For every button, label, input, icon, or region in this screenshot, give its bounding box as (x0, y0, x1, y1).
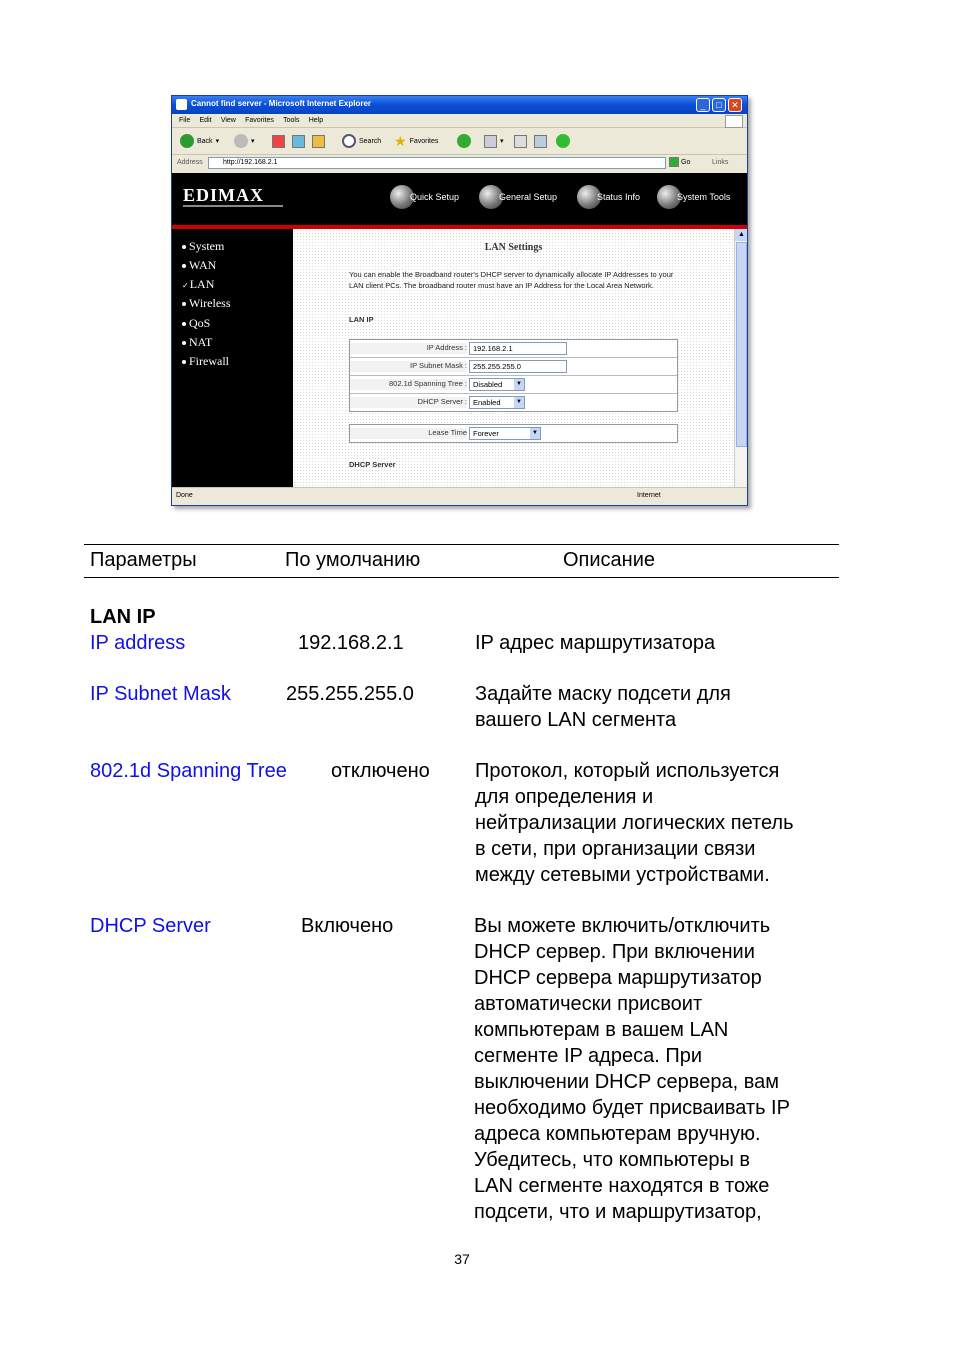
param-default: 192.168.2.1 (298, 632, 404, 654)
router-content (293, 229, 734, 487)
column-header-params: Параметры (90, 549, 197, 571)
param-default: 255.255.255.0 (286, 683, 414, 705)
sidebar-item-wan[interactable] (182, 258, 216, 273)
spanning-tree-select[interactable] (469, 378, 525, 391)
nav-quick-setup-label: Quick Setup (410, 192, 460, 202)
sidebar-item-qos[interactable] (182, 316, 210, 331)
subnet-mask-input[interactable]: 255.255.255.0 (469, 360, 567, 373)
lease-time-row (350, 425, 677, 442)
lease-time-select[interactable] (469, 427, 541, 440)
bullet-icon (182, 302, 186, 306)
forward-arrow-icon (234, 134, 248, 148)
ip-address-row (350, 340, 677, 358)
ip-address-input[interactable]: 192.168.2.1 (469, 342, 567, 355)
param-description (475, 758, 794, 888)
status-done: Done (176, 492, 193, 499)
messenger-icon (556, 134, 570, 148)
back-button[interactable]: Back ▾ (180, 133, 219, 149)
search-label: Search (359, 137, 382, 145)
address-bar (172, 155, 747, 172)
description-line: необходимо будет присваивать IP (474, 1097, 790, 1119)
history-icon (457, 134, 471, 148)
sidebar-item-label: Wireless (189, 296, 231, 310)
nav-general-setup-label: General Setup (499, 192, 558, 202)
param-name: DHCP Server (90, 915, 211, 937)
spanning-tree-value: Disabled (473, 380, 503, 389)
ie-icon (176, 99, 187, 110)
description-line: вашего LAN сегмента (475, 709, 677, 731)
table-top-rule (84, 544, 839, 545)
description-line: компьютерам в вашем LAN (474, 1019, 729, 1041)
check-icon: ✓ (182, 281, 189, 290)
description-line: IP адрес маршрутизатора (475, 632, 716, 654)
spanning-tree-row (350, 376, 677, 394)
stop-icon (272, 135, 285, 148)
back-arrow-icon (180, 134, 194, 148)
page-title: LAN Settings (484, 242, 543, 253)
scrollbar[interactable] (734, 229, 748, 487)
sidebar-item-label: System (189, 239, 225, 253)
edit-button[interactable] (534, 133, 547, 149)
description-line: Задайте маску подсети для (475, 683, 731, 705)
nav-status-info[interactable] (577, 185, 640, 209)
description-line: Убедитесь, что компьютеры в (474, 1149, 751, 1171)
description-line: между сетевыми устройствами. (475, 864, 770, 886)
bullet-icon (182, 341, 186, 345)
subnet-mask-row (350, 358, 677, 376)
nav-quick-setup[interactable] (390, 185, 459, 209)
param-description (475, 630, 715, 656)
sidebar-item-nat[interactable] (182, 335, 212, 350)
description-line: автоматически присвоит (474, 993, 703, 1015)
status-internet: Internet (637, 492, 661, 499)
menu-tools[interactable]: Tools (283, 117, 300, 124)
description-line: Протокол, который используется (475, 760, 780, 782)
bullet-icon (182, 322, 186, 326)
status-bar (172, 487, 747, 506)
intro-text: You can enable the Broadband router's DHCP server to dynamically allocate IP Addresses to your LAN client PCs. The broadband router must have an IP Address for the Local Area Network. (349, 270, 674, 290)
chevron-down-icon: ▼ (530, 428, 540, 439)
bullet-icon (182, 245, 186, 249)
dhcp-server-heading: DHCP Server (349, 460, 396, 469)
description-line: DHCP сервер. При включении (474, 941, 755, 963)
sidebar-item-lan[interactable] (182, 277, 214, 292)
param-name: IP Subnet Mask (90, 683, 231, 705)
sidebar-item-label: Firewall (189, 354, 229, 368)
sidebar-item-wireless[interactable] (182, 296, 231, 311)
section-heading: LAN IP (90, 606, 156, 628)
menu-edit[interactable]: Edit (199, 117, 212, 124)
logo-underline (183, 205, 283, 207)
description-line: сегменте IP адреса. При (474, 1045, 702, 1067)
history-button[interactable] (457, 133, 471, 149)
home-icon (312, 135, 325, 148)
browser-toolbar (172, 128, 747, 155)
home-button[interactable] (312, 133, 325, 149)
lan-ip-heading: LAN IP (349, 315, 374, 324)
column-header-description: Описание (563, 549, 656, 571)
refresh-button[interactable] (292, 133, 305, 149)
subnet-mask-label: IP Subnet Mask : (350, 361, 467, 372)
stop-button[interactable] (272, 133, 285, 149)
back-label: Back (197, 137, 213, 145)
column-header-default: По умолчанию (285, 549, 421, 571)
go-arrow-icon (669, 157, 679, 167)
description-line: Вы можете включить/отключить (474, 915, 771, 937)
menu-file[interactable]: File (179, 117, 191, 124)
nav-status-info-label: Status Info (597, 192, 641, 202)
description-line: для определения и (475, 786, 654, 808)
param-name: IP address (90, 632, 186, 654)
sidebar-item-label: LAN (189, 277, 215, 291)
description-line: подсети, что и маршрутизатор, (474, 1201, 762, 1223)
address-label: Address (177, 159, 203, 166)
nav-system-tools[interactable] (657, 185, 730, 209)
go-button[interactable] (669, 157, 690, 167)
favorites-button[interactable] (394, 133, 438, 149)
maximize-icon[interactable]: □ (712, 98, 726, 112)
menu-favorites[interactable]: Favorites (245, 117, 274, 124)
address-input[interactable]: http://192.168.2.1 (208, 157, 666, 169)
sidebar-item-system[interactable] (182, 239, 224, 254)
description-line: в сети, при организации связи (475, 838, 756, 860)
page-number: 37 (454, 1251, 470, 1267)
favorites-label: Favorites (409, 137, 439, 145)
forward-button[interactable]: ▾ (234, 133, 255, 149)
bullet-icon (182, 360, 186, 364)
sidebar-item-label: NAT (189, 335, 213, 349)
mail-button[interactable]: ▾ (484, 133, 504, 149)
scroll-up-icon[interactable]: ▲ (735, 229, 748, 241)
table-header-rule (84, 577, 839, 578)
spanning-tree-label: 802.1d Spanning Tree : (350, 379, 467, 390)
lease-time-value: Forever (473, 429, 499, 438)
chevron-down-icon: ▼ (514, 379, 524, 390)
star-icon: ★ (394, 132, 407, 149)
dhcp-server-label: DHCP Server : (350, 397, 467, 408)
close-icon[interactable]: ✕ (728, 98, 742, 112)
lan-ip-table (349, 339, 678, 412)
messenger-button[interactable] (556, 133, 570, 149)
router-sidebar (172, 229, 293, 487)
search-icon (342, 134, 356, 148)
lease-table (349, 424, 678, 443)
mail-icon (484, 135, 497, 148)
search-button[interactable] (342, 133, 381, 149)
param-name: 802.1d Spanning Tree (90, 760, 287, 782)
dhcp-server-value: Enabled (473, 398, 501, 407)
nav-general-setup[interactable] (479, 185, 557, 209)
window-title: Cannot find server - Microsoft Internet Explorer (191, 99, 372, 108)
windows-logo-icon (725, 115, 743, 128)
router-header (172, 173, 747, 225)
refresh-icon (292, 135, 305, 148)
sidebar-item-firewall[interactable] (182, 354, 229, 369)
dhcp-server-row (350, 394, 677, 411)
menu-bar (172, 114, 747, 128)
sidebar-item-label: WAN (189, 258, 217, 272)
param-description (474, 913, 790, 1225)
minimize-icon[interactable]: _ (696, 98, 710, 112)
dhcp-server-select[interactable] (469, 396, 525, 409)
description-line: нейтрализации логических петель (475, 812, 794, 834)
edit-icon (534, 135, 547, 148)
print-icon (514, 135, 527, 148)
param-description (475, 681, 731, 733)
scrollbar-thumb[interactable] (736, 242, 747, 447)
window-titlebar (172, 96, 747, 114)
description-line: LAN сегменте находятся в тоже (474, 1175, 770, 1197)
param-default: отключено (331, 760, 430, 782)
sidebar-item-label: QoS (189, 316, 211, 330)
nav-system-tools-label: System Tools (677, 192, 731, 202)
lease-time-label: Lease Time (350, 428, 467, 439)
edimax-logo: EDIMAX (183, 185, 264, 205)
chevron-down-icon: ▼ (514, 397, 524, 408)
bullet-icon (182, 264, 186, 268)
print-button[interactable] (514, 133, 527, 149)
description-line: DHCP сервера маршрутизатор (474, 967, 762, 989)
menu-help[interactable]: Help (308, 117, 324, 124)
ip-address-label: IP Address : (350, 343, 467, 354)
param-default: Включено (301, 915, 394, 937)
links-button[interactable]: Links (712, 159, 729, 166)
description-line: выключении DHCP сервера, вам (474, 1071, 779, 1093)
go-label: Go (681, 158, 691, 166)
browser-screenshot (171, 95, 748, 506)
description-line: адреса компьютерам вручную. (474, 1123, 761, 1145)
menu-view[interactable]: View (220, 117, 236, 124)
